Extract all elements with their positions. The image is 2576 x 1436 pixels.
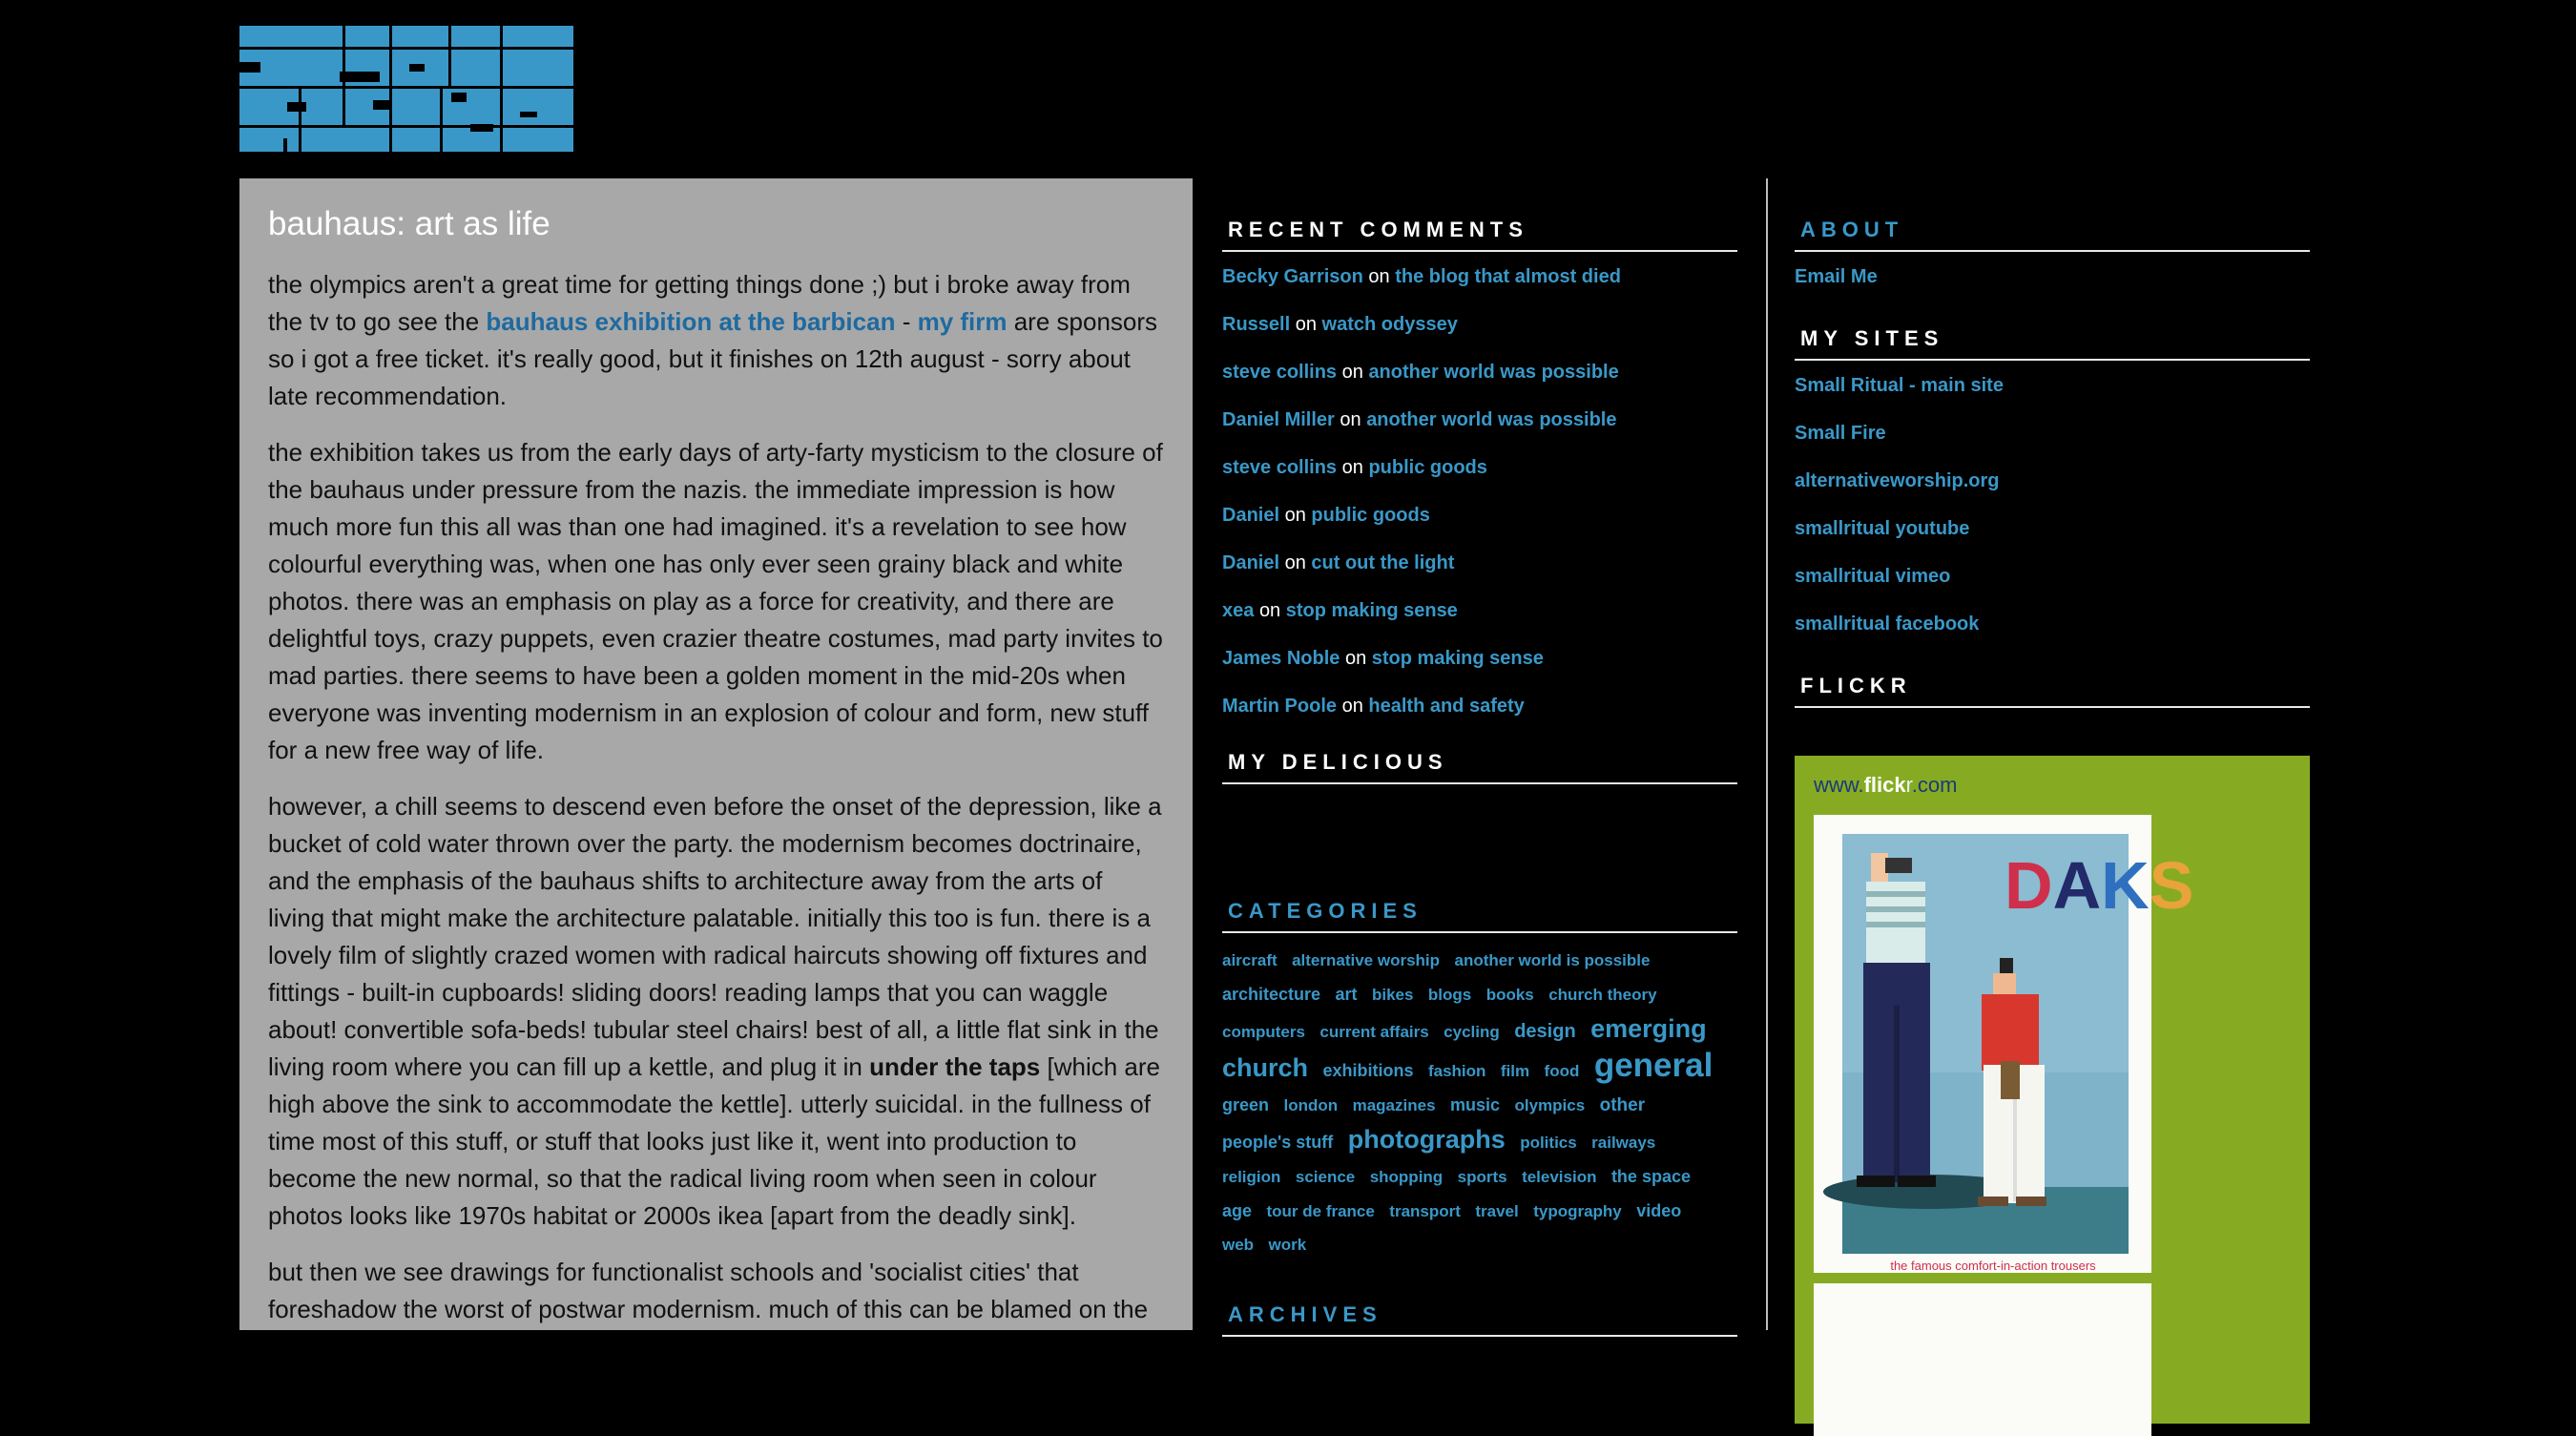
my-sites-list (1795, 374, 2310, 635)
comment-post-link[interactable]: stop making sense (1371, 648, 1544, 669)
category-tag[interactable]: food (1544, 1062, 1580, 1080)
category-tag[interactable]: science (1295, 1168, 1356, 1186)
my-site-item (1795, 422, 2310, 445)
recent-comment-item (1222, 313, 1737, 336)
comment-post-link[interactable]: public goods (1311, 505, 1430, 526)
category-tag[interactable]: magazines (1352, 1096, 1436, 1114)
about-list (1795, 265, 2310, 288)
comment-on-text: on (1284, 552, 1306, 573)
my-site-item (1795, 517, 2310, 540)
flickr-badge (1795, 756, 2310, 1424)
flickr-logo-com: .com (1911, 773, 1958, 797)
category-tag[interactable]: travel (1475, 1202, 1519, 1220)
blog-post (239, 178, 1193, 1330)
delicious-widget (1222, 784, 1737, 863)
comment-post-link[interactable]: another world was possible (1368, 362, 1619, 383)
comment-author-link[interactable]: xea (1222, 600, 1255, 621)
category-tag[interactable]: work (1268, 1236, 1307, 1254)
my-site-link[interactable]: smallritual facebook (1795, 614, 1980, 635)
my-site-item (1795, 613, 2310, 635)
category-tag[interactable]: church (1222, 1053, 1309, 1082)
recent-comment-item (1222, 408, 1737, 431)
my-site-link[interactable]: Small Fire (1795, 423, 1886, 444)
daks-poster-letters (2005, 848, 2193, 923)
comment-on-text: on (1341, 362, 1363, 383)
flickr-logo-www: www. (1814, 773, 1864, 797)
my-sites-heading: MY SITES (1795, 326, 2310, 361)
about-item (1795, 265, 2310, 288)
category-tag[interactable]: emerging (1590, 1014, 1707, 1043)
column-divider (1766, 178, 1768, 1330)
category-cloud (1222, 945, 1737, 1262)
post-text: the olympics aren't a great time for getting things done ;) but i broke away from the tv to go see the (268, 270, 1131, 336)
category-tag[interactable]: design (1514, 1021, 1576, 1042)
category-tag[interactable]: books (1485, 986, 1534, 1004)
flickr-logo-r: r (1905, 773, 1912, 797)
post-bold-text: under the taps (869, 1052, 1041, 1081)
comment-post-link[interactable]: cut out the light (1311, 552, 1455, 573)
category-tag[interactable]: people's stuff (1222, 1133, 1334, 1152)
poster-letter-k: K (2101, 848, 2150, 923)
my-delicious-heading: MY DELICIOUS (1222, 750, 1737, 784)
post-text: however, a chill seems to descend even before the onset of the depression, like a bucket of cold water thrown over the party. the modernism becomes doctrinaire, and the emphasis of the bauhaus shifts to architecture away from the arts of living that might make the architecture palatable. initially this too is fun. there is a lovely film of slightly crazed women with radical haircuts showing off fixtures and fittings - built-in cupboards! sliding doors! reading lamps that you can waggle about! convertible sofa-beds! tubular steel chairs! best of all, a little flat sink in the living room where you can fill up a kettle, and plug it in (268, 792, 1162, 1081)
comment-author-link[interactable]: Russell (1222, 314, 1291, 335)
category-tag[interactable]: the space (1610, 1167, 1691, 1186)
comment-post-link[interactable]: stop making sense (1285, 600, 1458, 621)
comment-post-link[interactable]: the blog that almost died (1395, 266, 1621, 287)
comment-author-link[interactable]: Daniel (1222, 505, 1280, 526)
category-tag[interactable]: age (1222, 1201, 1253, 1220)
flickr-photo-daks[interactable] (1814, 815, 2194, 1273)
category-tag[interactable]: blogs (1427, 986, 1472, 1004)
comment-on-text: on (1295, 314, 1317, 335)
comment-author-link[interactable]: Martin Poole (1222, 696, 1338, 717)
my-site-link[interactable]: Small Ritual - main site (1795, 375, 2004, 396)
my-firm-link[interactable]: my firm (917, 307, 1008, 336)
daks-poster-image (1814, 815, 2194, 1273)
post-paragraph-2: the exhibition takes us from the early days of arty-farty mysticism to the closure of the bauhaus under pressure from the nazis. the immediate impression is how much more fun this all was than one had imagined. it's a revelation to see how colourful everything was, when one has only ever seen grainy black and white photos. there was an emphasis on play as a force for creativity, and there are delightful toys, crazy puppets, even crazier theatre costumes, mad party invites to mad parties. there seems to have been a golden moment in the mid-20s when everyone was inventing modernism in an explosion of colour and form, new stuff for a new free way of life. (268, 438, 1163, 764)
category-tag[interactable]: transport (1389, 1202, 1461, 1220)
about-heading: ABOUT (1795, 218, 2310, 252)
comment-author-link[interactable]: steve collins (1222, 362, 1338, 383)
comment-author-link[interactable]: Daniel (1222, 552, 1280, 573)
archives-heading: ARCHIVES (1222, 1302, 1737, 1337)
daks-poster-caption: the famous comfort-in-action trousers (1890, 1259, 2096, 1273)
category-tag[interactable]: politics (1520, 1134, 1577, 1152)
category-tag[interactable]: another world is possible (1454, 951, 1651, 969)
comment-post-link[interactable]: public goods (1368, 457, 1487, 478)
comment-on-text: on (1368, 266, 1390, 287)
category-tag[interactable]: computers (1222, 1023, 1305, 1041)
recent-comment-item (1222, 504, 1737, 527)
recent-comment-item (1222, 647, 1737, 670)
my-site-link[interactable]: smallritual vimeo (1795, 566, 1951, 587)
comment-on-text: on (1258, 600, 1281, 621)
recent-comment-item (1222, 552, 1737, 574)
comment-on-text: on (1340, 409, 1361, 430)
my-site-link[interactable]: smallritual youtube (1795, 518, 1970, 539)
flickr-logo[interactable] (1814, 773, 1957, 798)
recent-comment-item (1222, 265, 1737, 288)
poster-letter-a: A (2052, 848, 2102, 923)
flickr-photo-2[interactable] (1814, 1283, 2151, 1436)
category-tag[interactable]: london (1283, 1096, 1339, 1114)
comment-post-link[interactable]: watch odyssey (1321, 314, 1458, 335)
recent-comment-item (1222, 599, 1737, 622)
post-text: [which are high above the sink to accommodate the kettle]. utterly suicidal. in the fullness of time most of this stuff, or stuff that looks just like it, went into production to become the new normal, so that the radical living room when seen in colour photos looks like 1970s habitat or 2000s ikea [apart from the deadly sink]. (268, 1052, 1160, 1230)
post-text: are sponsors so i got a free ticket. it's really good, but it finishes on 12th august - sorry about late recommendation. (268, 307, 1158, 410)
site-logo-icon[interactable] (239, 26, 573, 152)
category-tag[interactable]: cycling (1444, 1023, 1500, 1041)
category-tag[interactable]: typography (1533, 1202, 1622, 1220)
comment-on-text: on (1344, 648, 1367, 669)
post-title[interactable]: bauhaus: art as life (268, 205, 551, 242)
category-tag[interactable]: art (1335, 985, 1358, 1004)
recent-comment-item (1222, 361, 1737, 384)
my-site-item (1795, 374, 2310, 397)
flickr-logo-flick: flick (1863, 773, 1906, 797)
category-tag[interactable]: tour de france (1266, 1202, 1375, 1220)
comment-on-text: on (1284, 505, 1306, 526)
post-text: - (895, 307, 918, 336)
comment-post-link[interactable]: health and safety (1368, 696, 1525, 717)
comment-author-link[interactable]: Daniel Miller (1222, 409, 1335, 430)
category-tag[interactable]: television (1522, 1168, 1597, 1186)
category-tag[interactable]: railways (1591, 1134, 1656, 1152)
category-tag[interactable]: current affairs (1319, 1023, 1429, 1041)
category-tag[interactable]: web (1222, 1236, 1255, 1254)
my-site-item (1795, 469, 2310, 492)
my-site-item (1795, 565, 2310, 588)
category-tag[interactable]: shopping (1369, 1168, 1444, 1186)
comment-post-link[interactable]: another world was possible (1366, 409, 1617, 430)
category-tag[interactable]: music (1449, 1095, 1501, 1114)
email-me-link[interactable]: Email Me (1795, 266, 1878, 287)
category-tag[interactable]: photographs (1347, 1125, 1506, 1154)
category-tag[interactable]: other (1599, 1095, 1646, 1115)
recent-comments-heading: RECENT COMMENTS (1222, 218, 1737, 252)
post-paragraph-1 (268, 266, 1164, 415)
bauhaus-exhibition-link[interactable]: bauhaus exhibition at the barbican (486, 307, 896, 336)
sidebar-right (1795, 178, 2310, 1330)
recent-comment-item (1222, 695, 1737, 718)
comment-author-link[interactable]: steve collins (1222, 457, 1338, 478)
category-tag[interactable]: general (1593, 1047, 1714, 1084)
category-tag[interactable]: bikes (1371, 986, 1414, 1004)
flickr-heading: FLICKR (1795, 674, 2310, 708)
recent-comment-item (1222, 456, 1737, 479)
category-tag[interactable]: alternative worship (1292, 951, 1441, 969)
comment-author-link[interactable]: Becky Garrison (1222, 266, 1363, 287)
category-tag[interactable]: church theory (1548, 986, 1657, 1004)
category-tag[interactable]: exhibitions (1322, 1061, 1414, 1080)
category-tag[interactable]: architecture (1222, 985, 1321, 1004)
comment-on-text: on (1341, 457, 1363, 478)
comment-on-text: on (1341, 696, 1363, 717)
categories-heading: CATEGORIES (1222, 899, 1737, 933)
post-paragraph-3 (268, 788, 1164, 1235)
recent-comments-list (1222, 265, 1737, 718)
category-tag[interactable]: video (1636, 1201, 1682, 1220)
category-tag[interactable]: green (1222, 1095, 1270, 1114)
category-tag[interactable]: religion (1222, 1168, 1281, 1186)
category-tag[interactable]: sports (1457, 1168, 1507, 1186)
my-site-link[interactable]: alternativeworship.org (1795, 470, 2000, 491)
category-tag[interactable]: film (1500, 1062, 1530, 1080)
poster-letter-d: D (2005, 848, 2053, 923)
poster-letter-s: S (2149, 848, 2194, 923)
category-tag[interactable]: fashion (1427, 1062, 1486, 1080)
category-tag[interactable]: olympics (1514, 1096, 1586, 1114)
comment-author-link[interactable]: James Noble (1222, 648, 1340, 669)
post-paragraph-4: but then we see drawings for functionalist schools and 'socialist cities' that foreshadow the worst of postwar modernism. much of this can be blamed on the (268, 1258, 1149, 1323)
category-tag[interactable]: aircraft (1222, 951, 1278, 969)
sidebar-middle (1222, 178, 1737, 1330)
